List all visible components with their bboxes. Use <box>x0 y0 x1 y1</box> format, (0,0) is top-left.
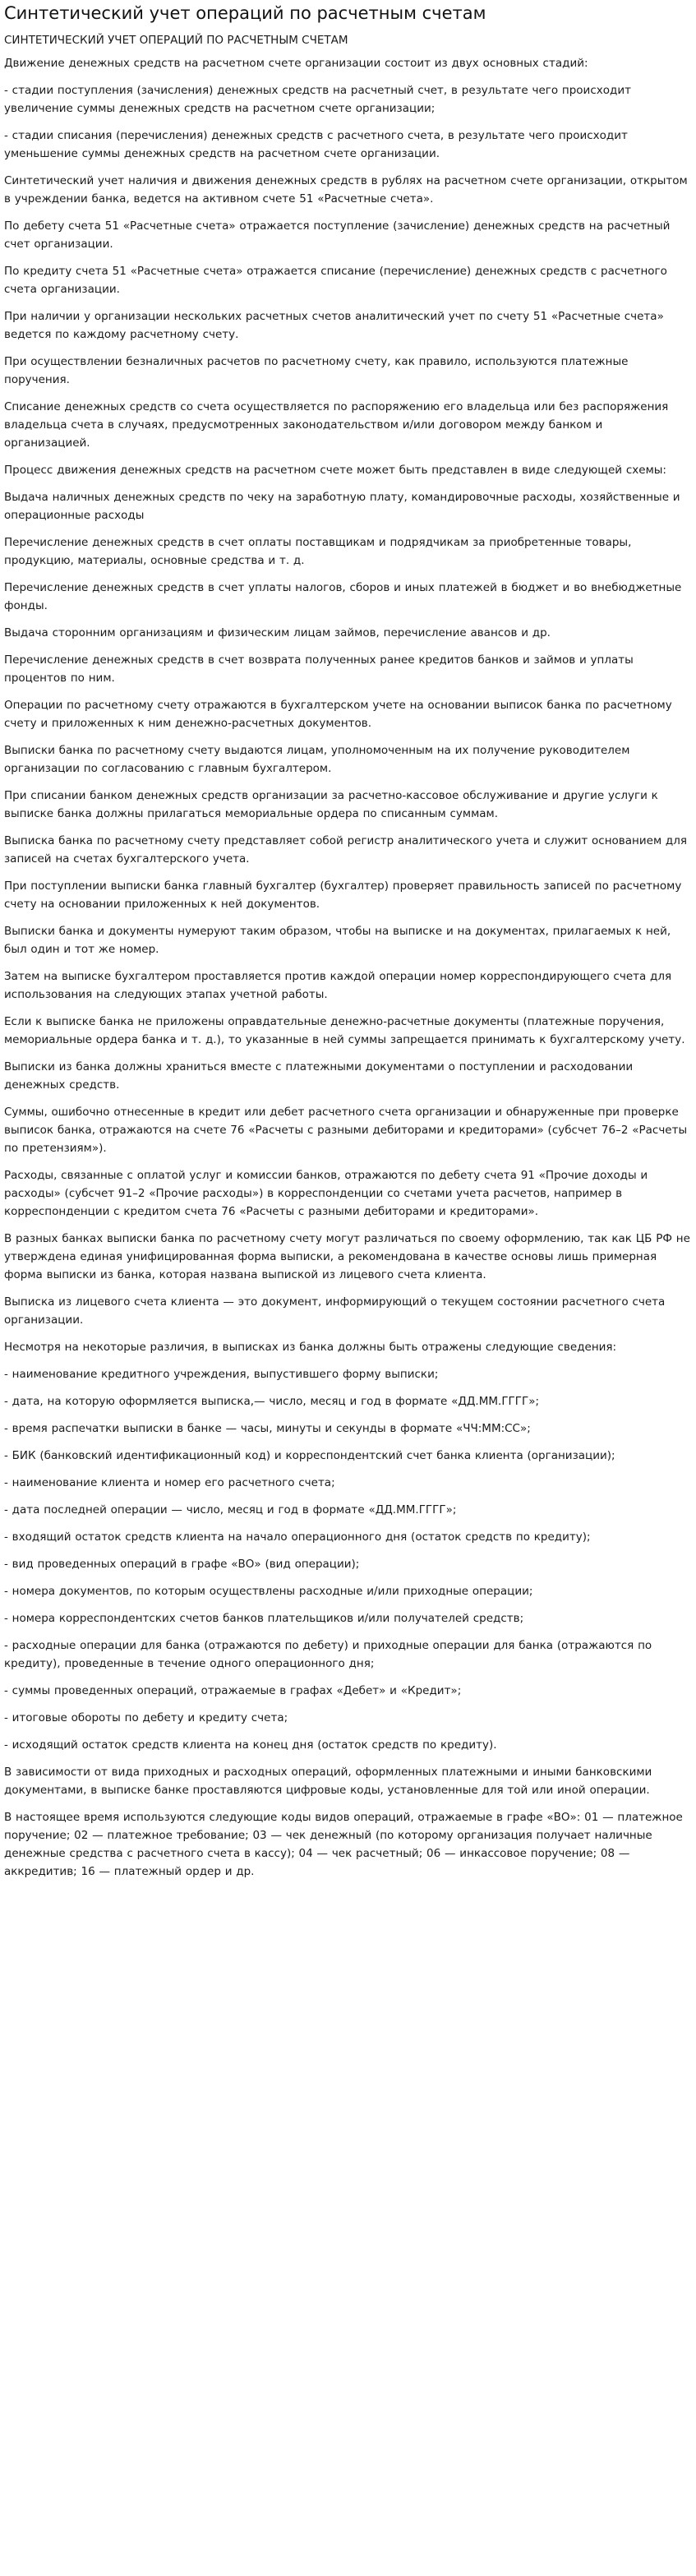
paragraph: - наименование кредитного учреждения, выпустившего форму выписки; <box>4 1368 439 1381</box>
document-body <box>4 54 691 1881</box>
paragraph: Движение денежных средств на расчетном счете организации состоит из двух основных стадий: <box>4 57 588 70</box>
paragraph: Выписка банка по расчетному счету представляет собой регистр аналитического учета и служит основанием для записей на счетах бухгалтерского учета. <box>4 834 688 866</box>
paragraph: - БИК (банковский идентификационный код) и корреспондентский счет банка клиента (организации); <box>4 1449 615 1462</box>
paragraph: В разных банках выписки банка по расчетному счету могут различаться по своему оформлению, так как ЦБ РФ не утверждена единая унифицированная форма выписки, а рекомендована в качестве основы лишь примерная форма выписки из банка, которая названа выпиской из лицевого счета клиента. <box>4 1232 690 1281</box>
paragraph: Выписки банка и документы нумеруют таким образом, чтобы на выписке и на документах, прилагаемых к ней, был один и тот же номер. <box>4 925 671 956</box>
paragraph: Несмотря на некоторые различия, в выписках из банка должны быть отражены следующие сведения: <box>4 1341 617 1354</box>
paragraph: Выдача сторонним организациям и физическим лицам займов, перечисление авансов и др. <box>4 626 551 639</box>
paragraph: - дата, на которую оформляется выписка,— число, месяц и год в формате «ДД.ММ.ГГГГ»; <box>4 1395 540 1408</box>
paragraph: Перечисление денежных средств в счет возврата полученных ранее кредитов банков и займов и уплаты процентов по ним. <box>4 653 634 685</box>
paragraph: Расходы, связанные с оплатой услуг и комиссии банков, отражаются по дебету счета 91 «Прочие доходы и расходы» (субсчет 91–2 «Прочие расходы») в корреспонденции со счетами учета расчетов, например в корреспонденции с кредитом счета 76 «Расчеты с разными дебиторами и кредиторами». <box>4 1169 648 1218</box>
paragraph: - входящий остаток средств клиента на начало операционного дня (остаток средств по кредиту); <box>4 1530 591 1544</box>
paragraph: - суммы проведенных операций, отражаемые в графах «Дебет» и «Кредит»; <box>4 1684 462 1697</box>
paragraph: Затем на выписке бухгалтером проставляется против каждой операции номер корреспондирующего счета для использования на следующих этапах учетной работы. <box>4 970 672 1001</box>
paragraph: Перечисление денежных средств в счет уплаты налогов, сборов и иных платежей в бюджет и во внебюджетные фонды. <box>4 581 682 612</box>
paragraph: При наличии у организации нескольких расчетных счетов аналитический учет по счету 51 «Расчетные счета» ведется по каждому расчетному счету. <box>4 310 664 341</box>
paragraph: Синтетический учет наличия и движения денежных средств в рублях на расчетном счете организации, открытом в учреждении банка, ведется на активном счете 51 «Расчетные счета». <box>4 174 688 205</box>
section-heading: СИНТЕТИЧЕСКИЙ УЧЕТ ОПЕРАЦИЙ ПО РАСЧЕТНЫМ СЧЕТАМ <box>4 34 348 47</box>
paragraph: - стадии списания (перечисления) денежных средств с расчетного счета, в результате чего происходит уменьшение суммы денежных средств на расчетном счете организации. <box>4 129 628 160</box>
paragraph: - время распечатки выписки в банке — часы, минуты и секунды в формате «ЧЧ:ММ:СС»; <box>4 1422 531 1435</box>
paragraph: - дата последней операции — число, месяц и год в формате «ДД.ММ.ГГГГ»; <box>4 1503 457 1517</box>
paragraph: - исходящий остаток средств клиента на конец дня (остаток средств по кредиту). <box>4 1738 497 1752</box>
paragraph: Выдача наличных денежных средств по чеку на заработную плату, командировочные расходы, хозяйственные и операционные расходы <box>4 491 680 522</box>
paragraph: Выписки банка по расчетному счету выдаются лицам, уполномоченным на их получение руководителем организации по согласованию с главным бухгалтером. <box>4 744 630 775</box>
paragraph: - стадии поступления (зачисления) денежных средств на расчетный счет, в результате чего происходит увеличение суммы денежных средств на расчетном счете организации; <box>4 84 631 115</box>
paragraph: При поступлении выписки банка главный бухгалтер (бухгалтер) проверяет правильность записей по расчетному счету на основании приложенных к ней документов. <box>4 879 682 911</box>
paragraph: - номера документов, по которым осуществлены расходные и/или приходные операции; <box>4 1585 533 1598</box>
paragraph: - наименование клиента и номер его расчетного счета; <box>4 1476 335 1489</box>
paragraph: В настоящее время используются следующие коды видов операций, отражаемые в графе «ВО»: 01 — платежное поручение; 02 — платежное требование; 03 — чек денежный (по которому организация получает наличные денежные средства с расчетного счета в кассу); 04 — чек расчетный; 06 — инкассовое поручение; 08 — аккредитив; 16 — платежный ордер и др. <box>4 1811 683 1878</box>
paragraph: В зависимости от вида приходных и расходных операций, оформленных платежными и иными банковскими документами, в выписке банке проставляются цифровые коды, установленные для той или иной операции. <box>4 1766 652 1797</box>
paragraph: - вид проведенных операций в графе «ВО» (вид операции); <box>4 1558 360 1571</box>
paragraph: Выписки из банка должны храниться вместе с платежными документами о поступлении и расходовании денежных средств. <box>4 1060 634 1092</box>
paragraph: По кредиту счета 51 «Расчетные счета» отражается списание (перечисление) денежных средств с расчетного счета организации. <box>4 265 667 296</box>
paragraph: По дебету счета 51 «Расчетные счета» отражается поступление (зачисление) денежных средств на расчетный счет организации. <box>4 219 671 251</box>
paragraph: При списании банком денежных средств организации за расчетно-кассовое обслуживание и другие услуги к выписке банка должны прилагаться мемориальные ордера по списанным суммам. <box>4 789 658 820</box>
paragraph: - расходные операции для банка (отражаются по дебету) и приходные операции для банка (отражаются по кредиту), проведенные в течение одного операционного дня; <box>4 1639 652 1670</box>
paragraph: При осуществлении безналичных расчетов по расчетному счету, как правило, используются платежные поручения. <box>4 355 629 386</box>
paragraph: Суммы, ошибочно отнесенные в кредит или дебет расчетного счета организации и обнаруженные при проверке выписок банка, отражаются на счете 76 «Расчеты с разными дебиторами и кредиторами» (субсчет 76–2 «Расчеты по претензиям»). <box>4 1106 688 1155</box>
paragraph: Процесс движения денежных средств на расчетном счете может быть представлен в виде следующей схемы: <box>4 464 666 477</box>
paragraph: Перечисление денежных средств в счет оплаты поставщикам и подрядчикам за приобретенные товары, продукцию, материалы, основные средства и т. д. <box>4 536 632 567</box>
paragraph: Операции по расчетному счету отражаются в бухгалтерском учете на основании выписок банка по расчетному счету и приложенных к ним денежно-расчетных документов. <box>4 699 672 730</box>
paragraph: Списание денежных средств со счета осуществляется по распоряжению его владельца или без распоряжения владельца счета в случаях, предусмотренных законодательством и/или договором между банком и организацией. <box>4 400 669 450</box>
paragraph: - итоговые обороты по дебету и кредиту счета; <box>4 1711 288 1724</box>
paragraph: Выписка из лицевого счета клиента — это документ, информирующий о текущем состоянии расчетного счета организации. <box>4 1295 666 1327</box>
paragraph: Если к выписке банка не приложены оправдательные денежно-расчетные документы (платежные поручения, мемориальные ордера банка и т. д.), то указанные в ней суммы запрещается принимать к бухгалтерскому учету. <box>4 1015 685 1046</box>
paragraph: - номера корреспондентских счетов банков плательщиков и/или получателей средств; <box>4 1612 524 1625</box>
page-title: Синтетический учет операций по расчетным счетам <box>4 3 486 23</box>
